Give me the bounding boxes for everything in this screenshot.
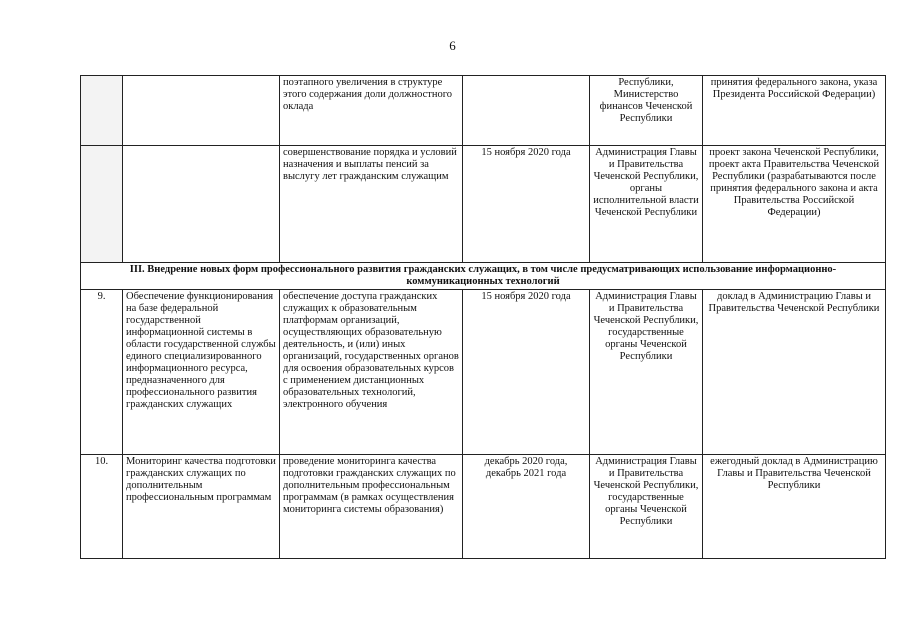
action-cell: проведение мониторинга качества подготовки гражданских служащих по дополнительным профессиональным программам (в рамках осуществления мониторинга системы образования) [280,455,463,559]
row-number-cell [81,146,123,263]
table-row [81,290,886,455]
responsible-cell: Администрация Главы и Правительства Чеченской Республики, государственные органы Чеченской Республики [590,455,703,559]
result-cell: доклад в Администрацию Главы и Правительства Чеченской Республики [703,290,886,455]
action-cell: обеспечение доступа гражданских служащих к образовательным платформам организаций, осуществляющих образовательную деятельность, и (или) иных организаций, государственных органов для освоения образовательных курсов с применением дистанционных образовательных технологий, электронного обучения [280,290,463,455]
result-cell: принятия федерального закона, указа Президента Российской Федерации) [703,76,886,146]
result-cell: проект закона Чеченской Республики, проект акта Правительства Чеченской Республики (разрабатываются после принятия федерального закона и акта Правительства Российской Федерации) [703,146,886,263]
responsible-cell: Республики, Министерство финансов Чеченской Республики [590,76,703,146]
deadline-cell: 15 ноября 2020 года [463,290,590,455]
action-cell: поэтапного увеличения в структуре этого содержания доли должностного оклада [280,76,463,146]
table-row [81,146,886,263]
measure-cell [123,76,280,146]
responsible-cell: Администрация Главы и Правительства Чеченской Республики, государственные органы Чеченской Республики [590,290,703,455]
page-number: 6 [449,38,456,53]
responsible-cell: Администрация Главы и Правительства Чеченской Республики, органы исполнительной власти Чеченской Республики [590,146,703,263]
measure-cell: Обеспечение функционирования на базе федеральной государственной информационной системы в области государственной службы единого специализированного информационного ресурса, предназначенного для профессионального развития гражданских служащих [123,290,280,455]
section-header-row [81,263,886,290]
table-row [81,455,886,559]
section-title: III. Внедрение новых форм профессионального развития гражданских служащих, в том числе предусматривающих использование информационно-коммуникационных технологий [81,263,886,290]
row-number-cell: 10. [81,455,123,559]
deadline-cell: декабрь 2020 года, декабрь 2021 года [463,455,590,559]
measure-cell [123,146,280,263]
result-cell: ежегодный доклад в Администрацию Главы и Правительства Чеченской Республики [703,455,886,559]
table-row [81,76,886,146]
row-number-cell: 9. [81,290,123,455]
plan-table [80,75,886,559]
action-cell: совершенствование порядка и условий назначения и выплаты пенсий за выслугу лет гражданским служащим [280,146,463,263]
measure-cell: Мониторинг качества подготовки гражданских служащих по дополнительным профессиональным программам [123,455,280,559]
deadline-cell [463,76,590,146]
deadline-cell: 15 ноября 2020 года [463,146,590,263]
row-number-cell [81,76,123,146]
